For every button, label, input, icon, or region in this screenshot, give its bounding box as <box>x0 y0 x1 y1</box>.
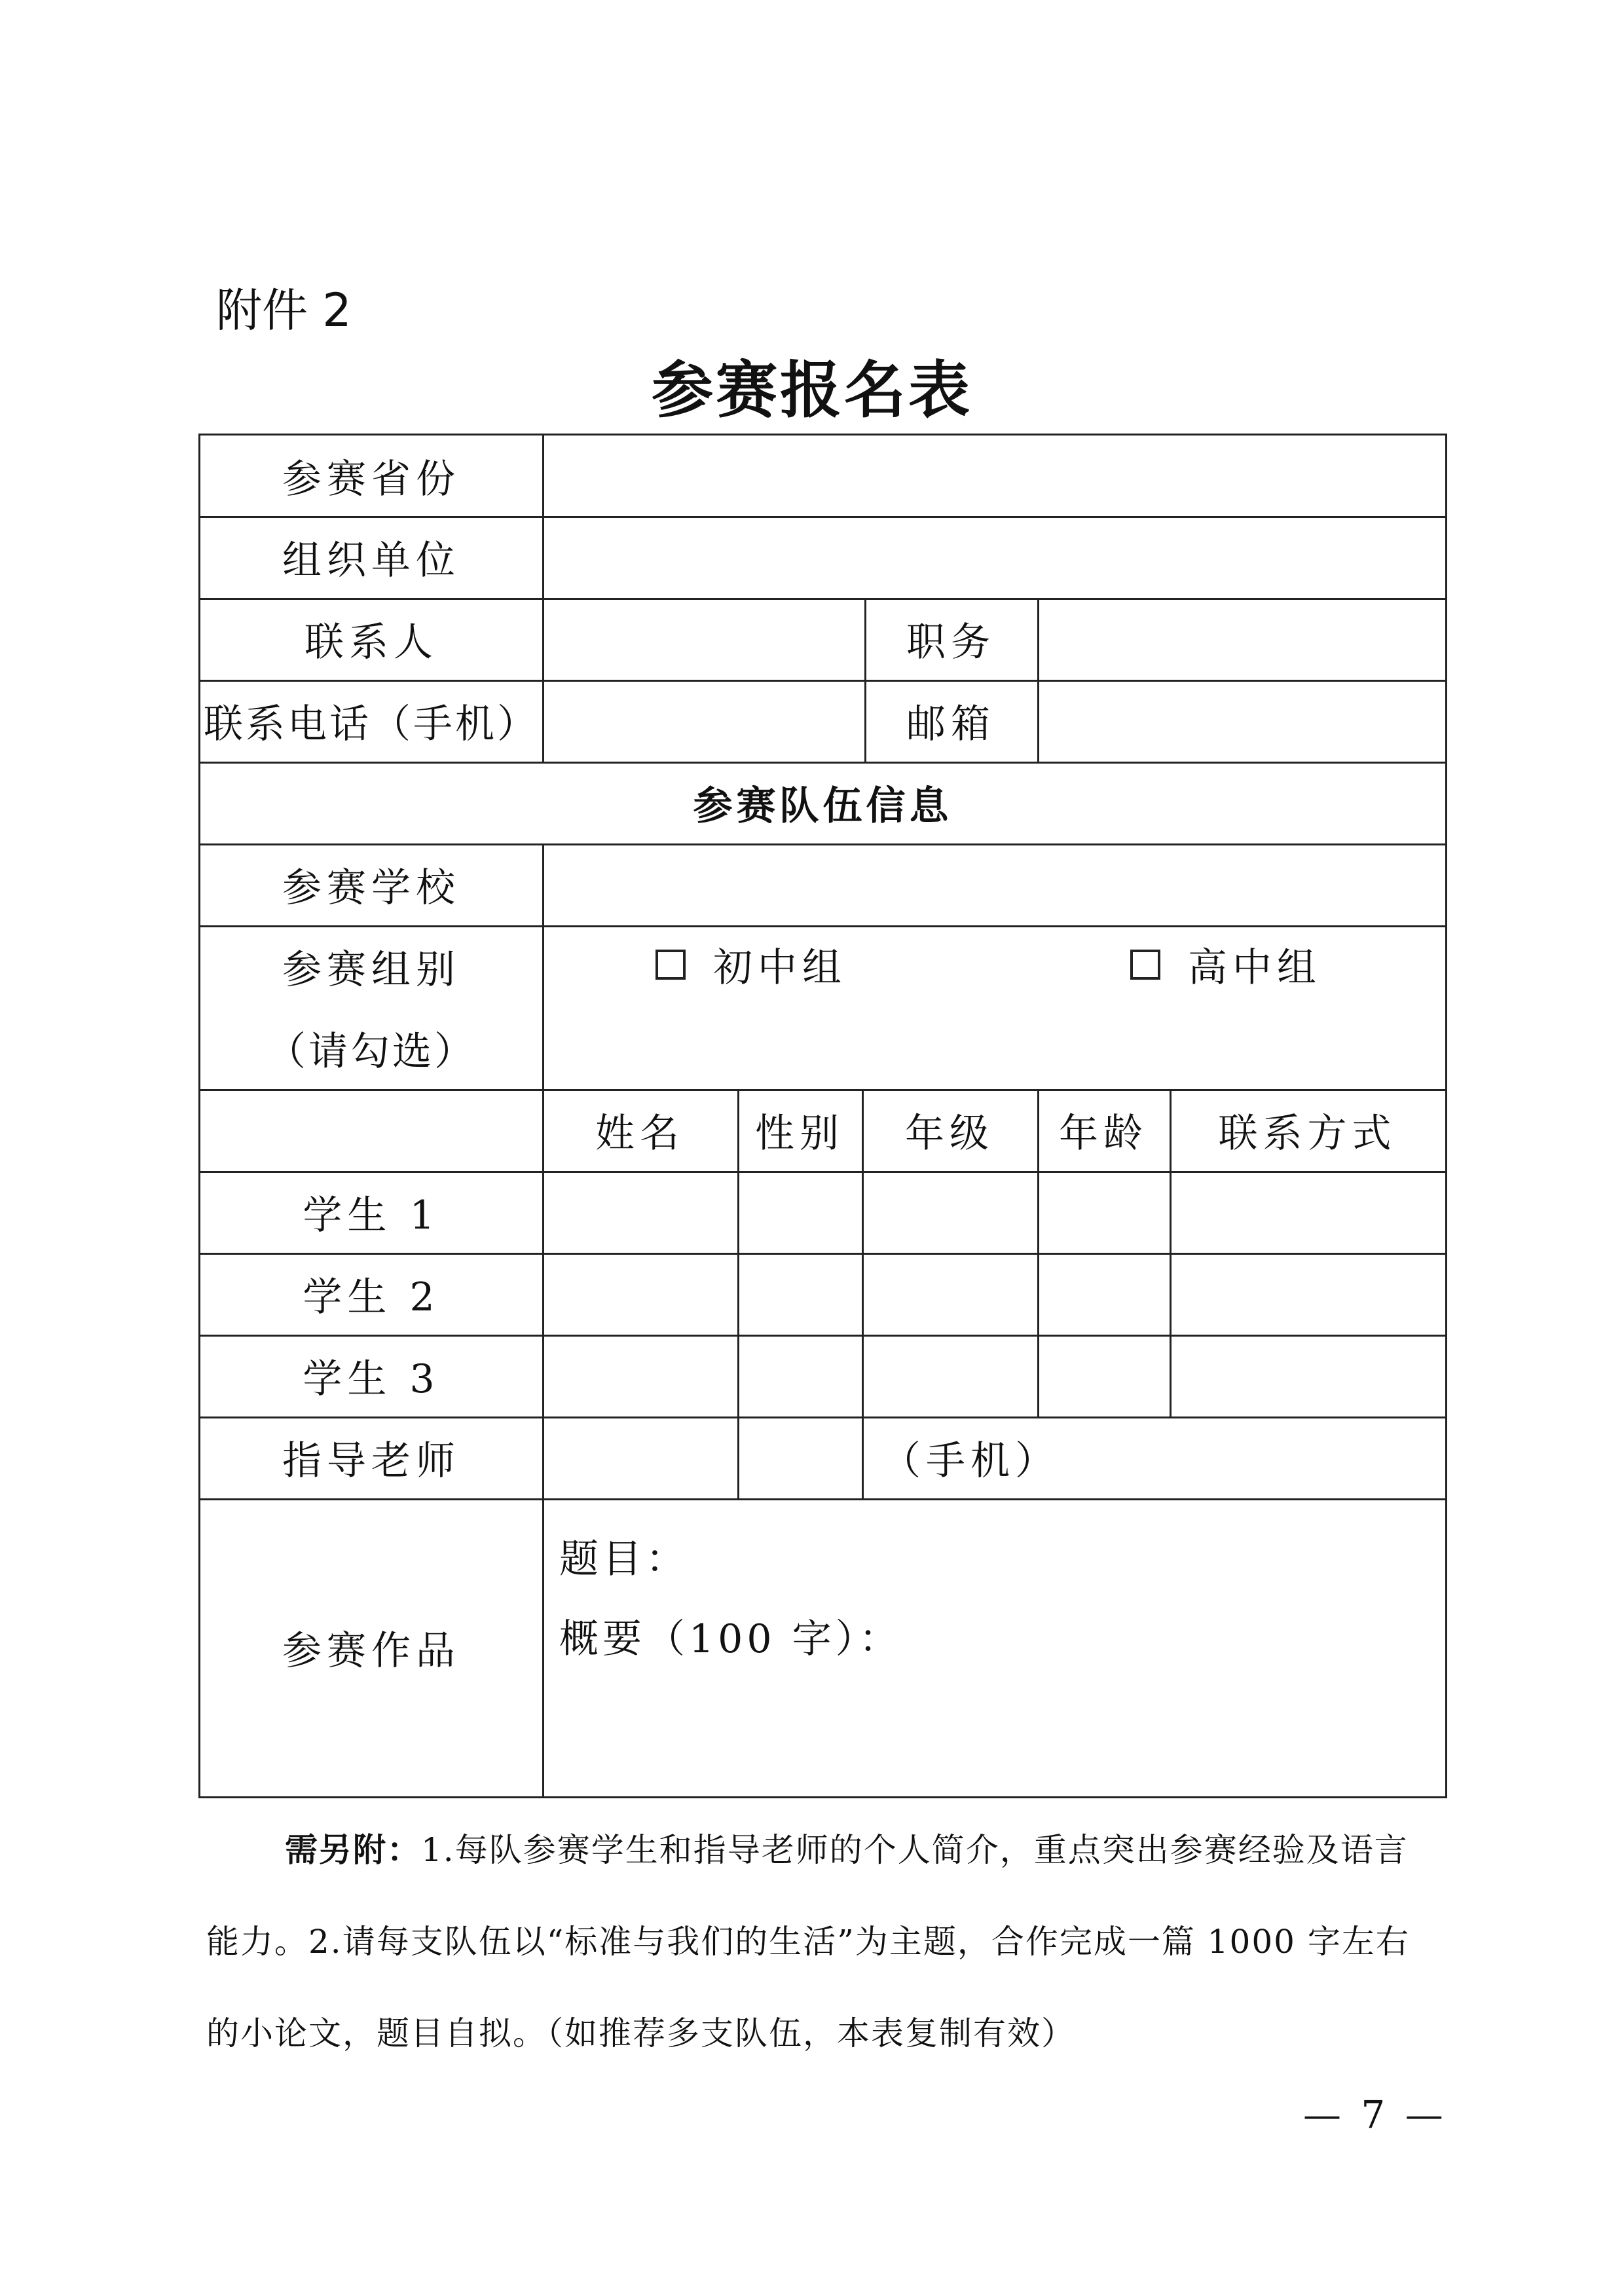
col-name: 姓名 <box>595 1110 684 1157</box>
form-title: 参赛报名表 <box>651 354 972 426</box>
col-gender: 性别 <box>755 1110 844 1157</box>
contact-label: 联系人 <box>304 619 438 665</box>
work-label: 参赛作品 <box>282 1627 460 1674</box>
col-age: 年龄 <box>1059 1110 1148 1157</box>
email-label: 邮箱 <box>906 701 995 747</box>
advisor-phone-label: （手机） <box>881 1437 1060 1484</box>
note-body: 1.每队参赛学生和指导老师的个人简介，重点突出参赛经验及语言能力。2.请每支队伍以“标准与我们的生活”为主题，合作完成一篇 1000 字左右的小论文，题目自拟。（如推荐多支队伍，本表复制有效） <box>206 1831 1410 2052</box>
position-label: 职务 <box>906 619 995 665</box>
option-senior[interactable] <box>1130 923 1321 1005</box>
student-1-label: 学生 1 <box>303 1192 440 1238</box>
col-divider <box>542 843 544 1796</box>
group-hint: （请勾选） <box>267 1028 476 1075</box>
checkbox-junior[interactable] <box>655 950 686 980</box>
attachment-label: 附件 2 <box>216 284 352 337</box>
col-divider <box>1037 598 1039 762</box>
team-section-heading: 参赛队伍信息 <box>693 783 953 829</box>
page-number: — 7 — <box>1303 2092 1447 2137</box>
col-divider <box>542 435 544 762</box>
school-label: 参赛学校 <box>282 864 460 911</box>
note-heading: 需另附： <box>285 1831 421 1869</box>
province-label: 参赛省份 <box>282 456 460 502</box>
col-grade: 年级 <box>905 1110 994 1157</box>
work-topic-label: 题目： <box>559 1536 689 1582</box>
student-2-label: 学生 2 <box>303 1274 440 1320</box>
option-junior[interactable] <box>655 923 847 1005</box>
work-summary-label: 概要（100 字）： <box>559 1616 902 1662</box>
advisor-label: 指导老师 <box>282 1437 460 1484</box>
group-label: 参赛组别 <box>282 946 460 993</box>
checkbox-senior[interactable] <box>1130 950 1160 980</box>
student-3-label: 学生 3 <box>303 1356 440 1402</box>
option-junior-label: 初中组 <box>713 944 847 991</box>
registration-form <box>198 434 1447 1798</box>
option-senior-label: 高中组 <box>1188 944 1321 991</box>
supplementary-note <box>206 1804 1431 2079</box>
phone-label: 联系电话（手机） <box>204 701 539 747</box>
col-contact: 联系方式 <box>1218 1110 1397 1157</box>
organization-label: 组织单位 <box>282 537 460 583</box>
